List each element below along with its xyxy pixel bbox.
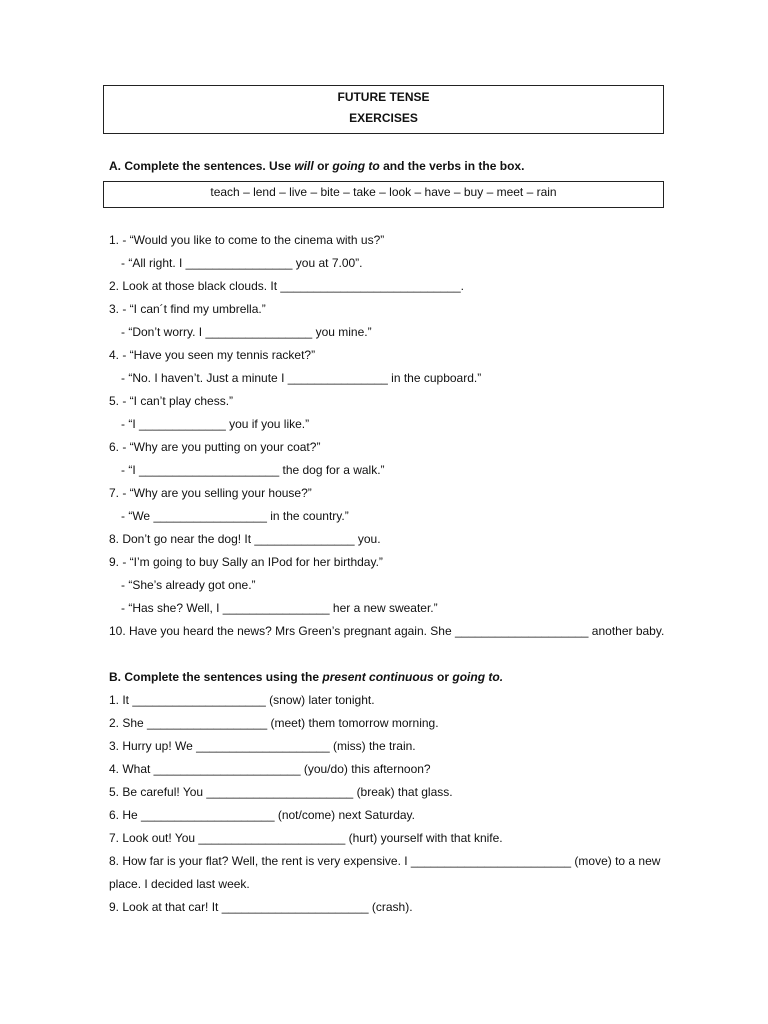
exercise-b-line: place. I decided last week. (109, 877, 250, 891)
exercise-a-line: 4. - “Have you seen my tennis racket?” (109, 348, 316, 362)
verb-word-box: teach – lend – live – bite – take – look – have – buy – meet – rain (103, 181, 664, 208)
exercise-a-line: 5. - “I can’t play chess.” (109, 394, 234, 408)
exercise-b-line: 2. She __________________ (meet) them tomorrow morning. (109, 716, 439, 730)
section-a-heading: A. Complete the sentences. Use will or going to and the verbs in the box. (109, 159, 525, 173)
exercise-b-line: 7. Look out! You ______________________ (hurt) yourself with that knife. (109, 831, 503, 845)
exercise-a-line: 9. - “I’m going to buy Sally an IPod for her birthday.” (109, 555, 383, 569)
exercise-b-line: 4. What ______________________ (you/do) this afternoon? (109, 762, 431, 776)
section-b-heading: B. Complete the sentences using the present continuous or going to. (109, 670, 504, 684)
title-box (103, 85, 664, 134)
exercise-a-line: - “I _____________________ the dog for a walk.” (121, 463, 385, 477)
exercise-a-line: 1. - “Would you like to come to the cinema with us?” (109, 233, 385, 247)
exercise-a-line: - “Don’t worry. I ________________ you mine.” (121, 325, 372, 339)
exercise-a-line: 2. Look at those black clouds. It ___________________________. (109, 279, 464, 293)
exercise-b-line: 6. He ____________________ (not/come) next Saturday. (109, 808, 415, 822)
exercise-a-line: - “All right. I ________________ you at 7.00”. (121, 256, 363, 270)
exercise-a-line: 8. Don’t go near the dog! It _______________ you. (109, 532, 381, 546)
page-subtitle: EXERCISES (349, 111, 418, 125)
exercise-b-line: 1. It ____________________ (snow) later tonight. (109, 693, 375, 707)
exercise-b-line: 8. How far is your flat? Well, the rent is very expensive. I ________________________ (move) to a new (109, 854, 661, 868)
exercise-a-line: 6. - “Why are you putting on your coat?” (109, 440, 321, 454)
exercise-a-line: 10. Have you heard the news? Mrs Green’s pregnant again. She ____________________ another baby. (109, 624, 665, 638)
exercise-a-line: - “Has she? Well, I ________________ her a new sweater.” (121, 601, 438, 615)
exercise-b-line: 9. Look at that car! It ______________________ (crash). (109, 900, 413, 914)
exercise-a-line: - “We _________________ in the country.” (121, 509, 349, 523)
exercise-a-line: 7. - “Why are you selling your house?” (109, 486, 312, 500)
exercise-a-line: 3. - “I can´t find my umbrella.” (109, 302, 266, 316)
exercise-b-line: 5. Be careful! You ______________________ (break) that glass. (109, 785, 453, 799)
exercise-a-line: - “I _____________ you if you like.” (121, 417, 310, 431)
exercise-b-line: 3. Hurry up! We ____________________ (miss) the train. (109, 739, 416, 753)
exercise-a-line: - “No. I haven’t. Just a minute I _______________ in the cupboard.” (121, 371, 482, 385)
exercise-a-line: - “She’s already got one.” (121, 578, 256, 592)
page-title: FUTURE TENSE (337, 90, 430, 104)
